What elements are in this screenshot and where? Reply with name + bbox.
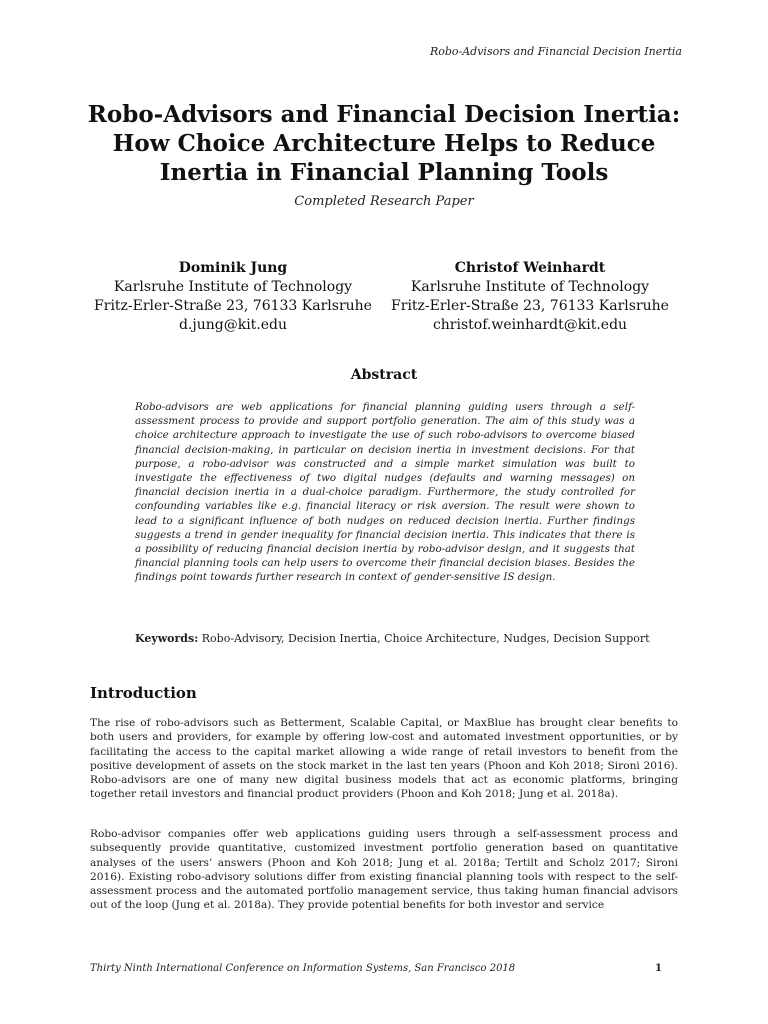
running-head: Robo-Advisors and Financial Decision Inertia [429,45,682,58]
paper-title: Robo-Advisors and Financial Decision Inertia: How Choice Architecture Helps to Reduce Inertia in Financial Planning Tools [87,101,681,186]
keywords-line [135,632,695,645]
author-name: Dominik Jung [178,260,288,276]
author-affiliation: Karlsruhe Institute of Technology [410,279,650,295]
author-email: christof.weinhardt@kit.edu [432,317,628,333]
abstract-body: Robo-advisors are web applications for financial planning guiding users through a self-assessment process to provide and support portfolio generation. The aim of this study was a choice architecture approach to investigate the use of such robo-advisors to overcome biased financial decision-making, in particular on decision inertia in investment decisions. For that purpose, a robo-advisor was constructed and a simple market simulation was built to investigate the effectiveness of two digital nudges (defaults and warning messages) on financial decision inertia in a dual-choice paradigm. Furthermore, the study controlled for confounding variables like e.g. financial literacy or risk aversion. The result were shown to lead to a significant influence of both nudges on reduced decision inertia. Further findings suggests a trend in gender inequality for financial decision inertia. This indicates that there is a possibility of reducing financial decision inertia by robo-advisor design, and it suggests that financial planning tools can help users to overcome their financial decision biases. Besides the findings point towards further research in context of gender-sensitive IS design. [135,401,635,584]
author-address: Fritz-Erler-Straße 23, 76133 Karlsruhe [391,298,669,314]
body-paragraph: Robo-advisor companies offer web applications guiding users through a self-assessment process and subsequently provide quantitative, customized investment portfolio generation based on quantitative analyses of the users’ answers (Phoon and Koh 2018; Jung et al. 2018a; Tertilt and Scholz 2017; Sironi 2016). Existing robo-advisory solutions differ from existing financial planning tools with respect to the self-assessment process and the automated portfolio management service, thus taking human financial advisors out of the loop (Jung et al. 2018a). They provide potential benefits for both investor and service [90,828,678,912]
author-block [83,259,383,335]
page-number: 1 [655,963,662,974]
footer-conference: Thirty Ninth International Conference on Information Systems, San Francisco 2018 [90,963,516,974]
author-block [380,259,680,335]
author-name: Christof Weinhardt [454,260,606,276]
keywords-text: Robo-Advisory, Decision Inertia, Choice Architecture, Nudges, Decision Support [201,632,650,645]
author-affiliation: Karlsruhe Institute of Technology [113,279,353,295]
author-address: Fritz-Erler-Straße 23, 76133 Karlsruhe [94,298,372,314]
author-email: d.jung@kit.edu [178,317,288,333]
section-heading-introduction: Introduction [90,684,197,702]
abstract-heading: Abstract [350,367,418,383]
paper-type: Completed Research Paper [294,194,474,209]
keywords-label: Keywords: [135,632,199,645]
body-paragraph: The rise of robo-advisors such as Betterment, Scalable Capital, or MaxBlue has brought clear benefits to both users and providers, for example by offering low-cost and automated investment opportunities, or by facilitating the access to the capital market allowing a wide range of retail investors to benefit from the positive development of assets on the stock market in the last ten years (Phoon and Koh 2018; Sironi 2016). Robo-advisors are one of many new digital business models that act as economic platforms, bringing together retail investors and financial product providers (Phoon and Koh 2018; Jung et al. 2018a). [90,717,678,801]
